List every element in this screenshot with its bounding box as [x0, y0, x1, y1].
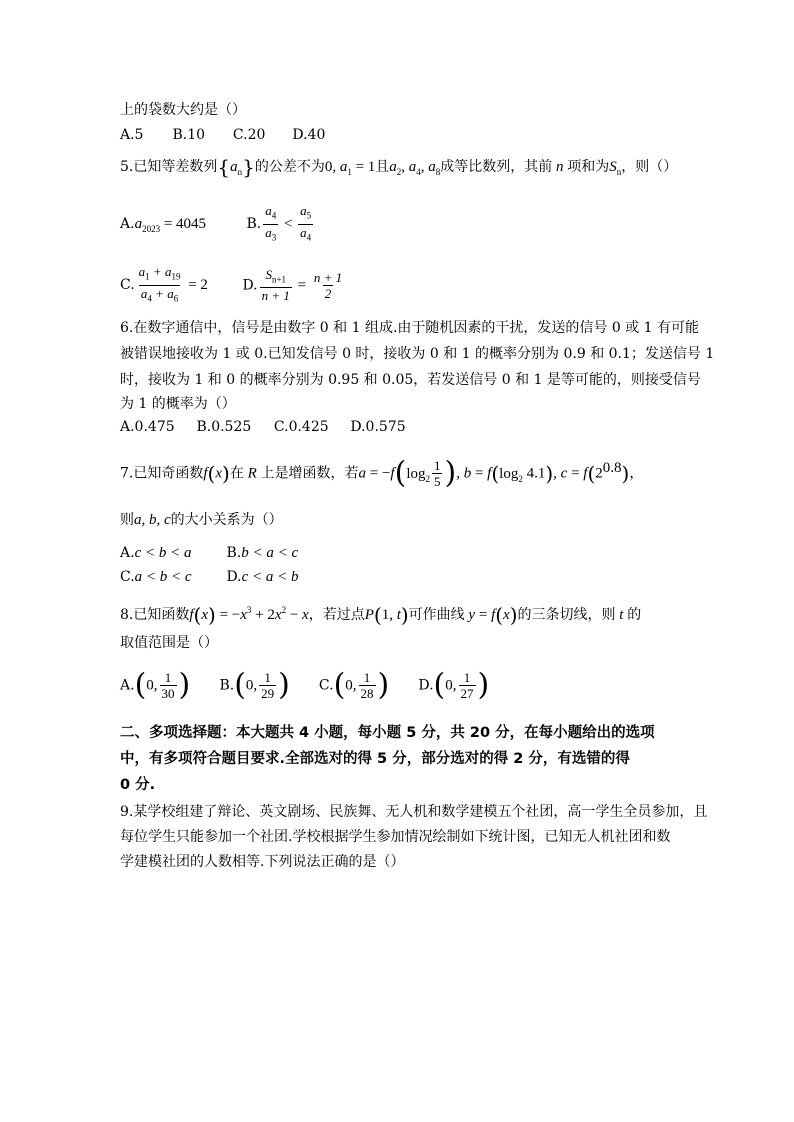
- section-2-heading-line-1: 二、多项选择题：本大题共 4 小题，每小题 5 分，共 20 分，在每小题给出的选项: [120, 725, 655, 741]
- q7-option-b[interactable]: B.b < a < c: [226, 545, 299, 561]
- q8-option-a[interactable]: A.(0, $\frac{1}{30}$ ): [120, 667, 191, 703]
- q8-stem-line-2: 取值范围是（）: [120, 635, 218, 651]
- q6-line-4: 为 1 的概率为（）: [120, 396, 236, 412]
- q9-line-3: 学建模社团的人数相等.下列说法正确的是（）: [120, 854, 405, 870]
- q6-line-2: 被错误地接收为 1 或 0.已知发信号 0 时，接收为 0 和 1 的概率分别为 0.9 和 0.1；发送信号 1: [120, 346, 715, 362]
- q8-option-b[interactable]: B.(0, $\frac{1}{29}$ ): [219, 667, 290, 703]
- q6-option-d[interactable]: D.0.575: [350, 419, 406, 435]
- section-2-heading-line-2: 中，有多项符合题目要求.全部选对的得 5 分，部分选对的得 2 分，有选错的得: [120, 751, 630, 767]
- q4-option-d[interactable]: D.40: [292, 127, 326, 143]
- q5-option-c[interactable]: C. $\frac{a_1 + a_{19}}{a_4 + a_6}$ = 2: [120, 264, 238, 306]
- q6-option-b[interactable]: B.0.525: [196, 419, 252, 435]
- q7-stem-tail: 则a, b, c的大小关系为（）: [120, 512, 283, 528]
- q6-options: [120, 417, 406, 437]
- q7-stem: 7.已知奇函数f(x)在 R 上是增函数，若$a = -f(\log_2$ $\frac{1}{5}$ ), $b = f(\log_2$ 4.1), $c = f(2^{0.8})$，: [120, 455, 644, 491]
- q5-option-d[interactable]: D. $\frac{S_{n+1}}{n + 1}$ = $\frac{n + 1}{2}$: [242, 266, 343, 304]
- q8-option-c[interactable]: C.(0, $\frac{1}{28}$ ): [318, 667, 390, 703]
- q9-line-2: 每位学生只能参加一个社团.学校根据学生参加情况绘制如下统计图，已知无人机社团和数: [120, 829, 671, 845]
- q4-option-c[interactable]: C.20: [232, 127, 266, 143]
- q4-options: [120, 125, 325, 145]
- q7-option-d[interactable]: D.c < a < b: [226, 569, 299, 585]
- q5-stem: 5.已知等差数列$\{a_n\}$的公差不为0, $a_1 = 1$且$a_2$, $a_4$, $a_8$成等比数列，其前 n 项和为$S_n$，则（）: [120, 155, 678, 179]
- q8-option-d[interactable]: D.(0, $\frac{1}{27}$ ): [418, 667, 490, 703]
- q6-option-a[interactable]: A.0.475: [120, 419, 175, 435]
- q6-line-3: 时，接收为 1 和 0 的概率分别为 0.95 和 0.05，若发送信号 0 和 1 是等可能的，则接受信号: [120, 372, 701, 388]
- q7-options-cd: [120, 567, 299, 587]
- q7-options-ab: [120, 543, 298, 563]
- q5-option-b[interactable]: B. $\frac{a_4}{a_3}$ < $\frac{a_5}{a_4}$: [246, 203, 315, 245]
- q4-option-a[interactable]: A.5: [120, 127, 144, 143]
- q8-options: [120, 667, 490, 703]
- q6-option-c[interactable]: C.0.425: [273, 419, 329, 435]
- q7-option-a[interactable]: A.c < b < a: [120, 545, 192, 561]
- q5-options-ab: [120, 203, 315, 245]
- section-2-heading-line-3: 0 分.: [120, 777, 156, 793]
- q6-line-1: 6.在数字通信中，信号是由数字 0 和 1 组成.由于随机因素的干扰，发送的信号 0 或 1 有可能: [120, 320, 700, 336]
- q7-option-c[interactable]: C.a < b < c: [120, 569, 192, 585]
- q5-option-a[interactable]: $A.a_{2023} = 4045$: [120, 216, 207, 235]
- q4-option-b[interactable]: B.10: [172, 127, 206, 143]
- q9-line-1: 9.某学校组建了辩论、英文剧场、民族舞、无人机和数学建模五个社团，高一学生全员参加，且: [120, 804, 708, 820]
- q4-tail: 上的袋数大约是（）: [120, 102, 246, 118]
- q5-options-cd: [120, 264, 346, 306]
- q8-stem: 8.已知函数$f(x) = -x^3 + 2x^2 - x$，若过点P(1, t)可作曲线 y = f(x)的三条切线，则 t 的: [120, 603, 642, 627]
